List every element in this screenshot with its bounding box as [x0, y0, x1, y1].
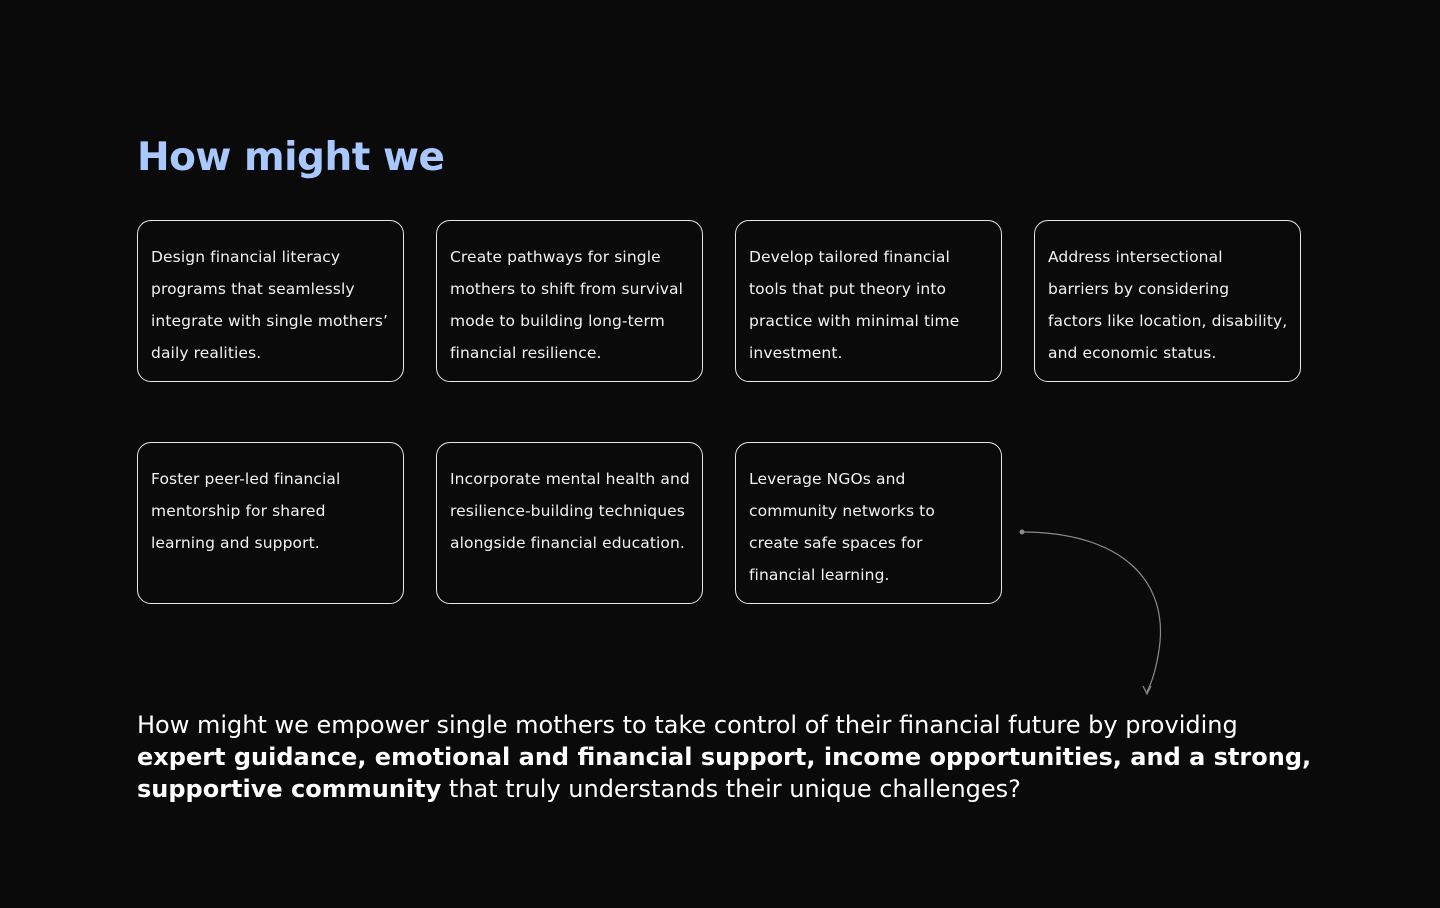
- hmw-card-mental-health: [436, 442, 703, 604]
- hmw-card-community-networks: [735, 442, 1002, 604]
- card-text: Leverage NGOs and community networks to create safe spaces for financial learning.: [749, 470, 935, 584]
- card-text: Design financial literacy programs that seamlessly integrate with single mothers’ daily realities.: [151, 248, 389, 362]
- statement-text-end: that truly understands their unique challenges?: [441, 775, 1021, 803]
- card-text: Incorporate mental health and resilience-building techniques alongside financial education.: [450, 470, 690, 552]
- card-text: Develop tailored financial tools that put theory into practice with minimal time investment.: [749, 248, 960, 362]
- statement-text: How might we empower single mothers to take control of their financial future by providing: [137, 711, 1238, 739]
- hmw-card-peer-mentorship: [137, 442, 404, 604]
- statement-emphasis: expert guidance, emotional and financial support, income opportunities, and a strong, supportive community: [137, 743, 1312, 803]
- card-text: Foster peer-led financial mentorship for shared learning and support.: [151, 470, 341, 552]
- hmw-card-tailored-tools: [735, 220, 1002, 382]
- hmw-card-literacy-programs: [137, 220, 404, 382]
- card-text: Create pathways for single mothers to shift from survival mode to building long-term financial resilience.: [450, 248, 684, 362]
- hmw-card-resilience-pathways: [436, 220, 703, 382]
- hmw-statement: [137, 709, 1317, 805]
- card-text: Address intersectional barriers by considering factors like location, disability, and economic status.: [1048, 248, 1288, 362]
- page-title: How might we: [137, 135, 445, 180]
- hmw-card-intersectional-barriers: [1034, 220, 1301, 382]
- connector-arrow-icon: [1010, 520, 1180, 710]
